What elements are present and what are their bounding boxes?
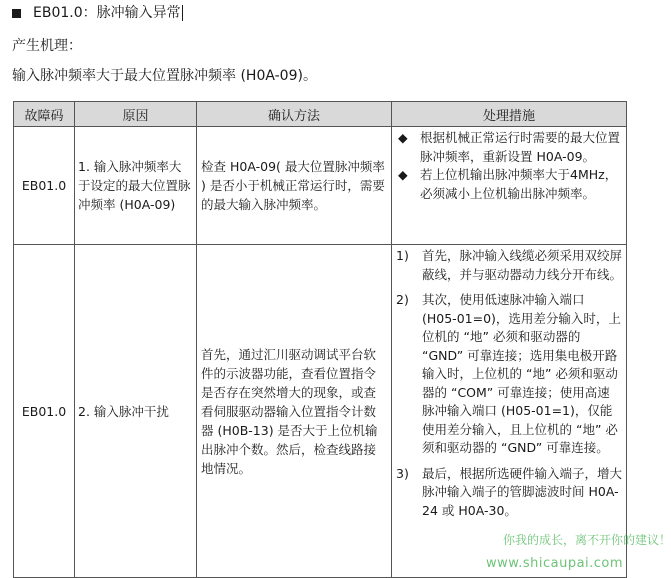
- text-cursor: [182, 5, 183, 21]
- cause-cell: 1. 输入脉冲频率大于设定的最大位置脉冲频率 (H0A-09): [75, 127, 197, 245]
- step-number: 3): [396, 465, 409, 481]
- mechanism-text: 输入脉冲频率大于最大位置脉冲频率 (H0A-09)。: [12, 68, 317, 84]
- header-fault-code: 故障码: [14, 102, 75, 127]
- fault-table: [13, 101, 627, 578]
- header-cause: 原因: [75, 102, 197, 127]
- measure-text: 其次，使用低速脉冲输入端口 (H05-01=0)，选用差分输入时，上位机的 “地” 必须和驱动器的 “GND” 可靠连接；选用集电极开路输入时，上位机的 “地” 必须和驱动器的 “COM” 可靠连接；使用高速脉冲输入端口 (H05-01=1)，仅能使用差分输入，且上位机的 “地” 必须和驱动器的 “GND” 可靠连接。: [422, 292, 621, 455]
- cause-cell: 2. 输入脉冲干扰: [75, 245, 197, 578]
- mechanism-label: 产生机理：: [12, 38, 82, 54]
- step-number: 1): [396, 248, 409, 263]
- measure-text: 若上位机输出脉冲频率大于4MHz，必须减小上位机输出脉冲频率。: [420, 167, 618, 201]
- measure-text: 首先，脉冲输入线缆必须采用双绞屏蔽线，并与驱动器动力线分开布线。: [422, 248, 623, 282]
- method-cell: 首先，通过汇川驱动调试平台软件的示波器功能，查看位置指令是否存在突然增大的现象，或查看伺服驱动器输入位置指令计数器 (H0B-13) 是否大于上位机输出脉冲个数。然后，检查线路接地情况。: [197, 245, 392, 578]
- watermark-slogan: 你我的成长，离不开你的建议！: [503, 533, 671, 547]
- table-row: [14, 245, 627, 578]
- measure-item: [396, 291, 622, 458]
- section-heading: [12, 3, 183, 23]
- heading-text: EB01.0：脉冲输入异常: [33, 5, 181, 21]
- measures-cell: [392, 127, 627, 245]
- measure-text: 最后，根据所选硬件输入端子，增大脉冲输入端子的管脚滤波时间 H0A-24 或 H0A-30。: [422, 465, 623, 518]
- measure-item: [396, 129, 622, 166]
- method-cell: 检查 H0A-09( 最大位置脉冲频率 ) 是否小于机械正常运行时，需要的最大输入脉冲频率。: [197, 127, 392, 245]
- watermark-url: www.shicaupai.com: [486, 556, 624, 571]
- measure-item: [396, 166, 622, 203]
- diamond-bullet-icon: ◆: [398, 130, 408, 145]
- header-method: 确认方法: [197, 102, 392, 127]
- square-bullet-icon: [12, 9, 21, 18]
- measures-cell: [392, 245, 627, 578]
- measure-item: [396, 465, 622, 521]
- measure-text: 根据机械正常运行时需要的最大位置脉冲频率，重新设置 H0A-09。: [420, 130, 621, 164]
- header-measures: 处理措施: [392, 102, 627, 127]
- fault-code-cell: EB01.0: [14, 127, 75, 245]
- step-number: 2): [396, 292, 409, 307]
- measure-item: [396, 247, 622, 284]
- fault-code-cell: EB01.0: [14, 245, 75, 578]
- diamond-bullet-icon: ◆: [398, 167, 408, 182]
- table-header-row: [14, 102, 627, 127]
- table-row: [14, 127, 627, 245]
